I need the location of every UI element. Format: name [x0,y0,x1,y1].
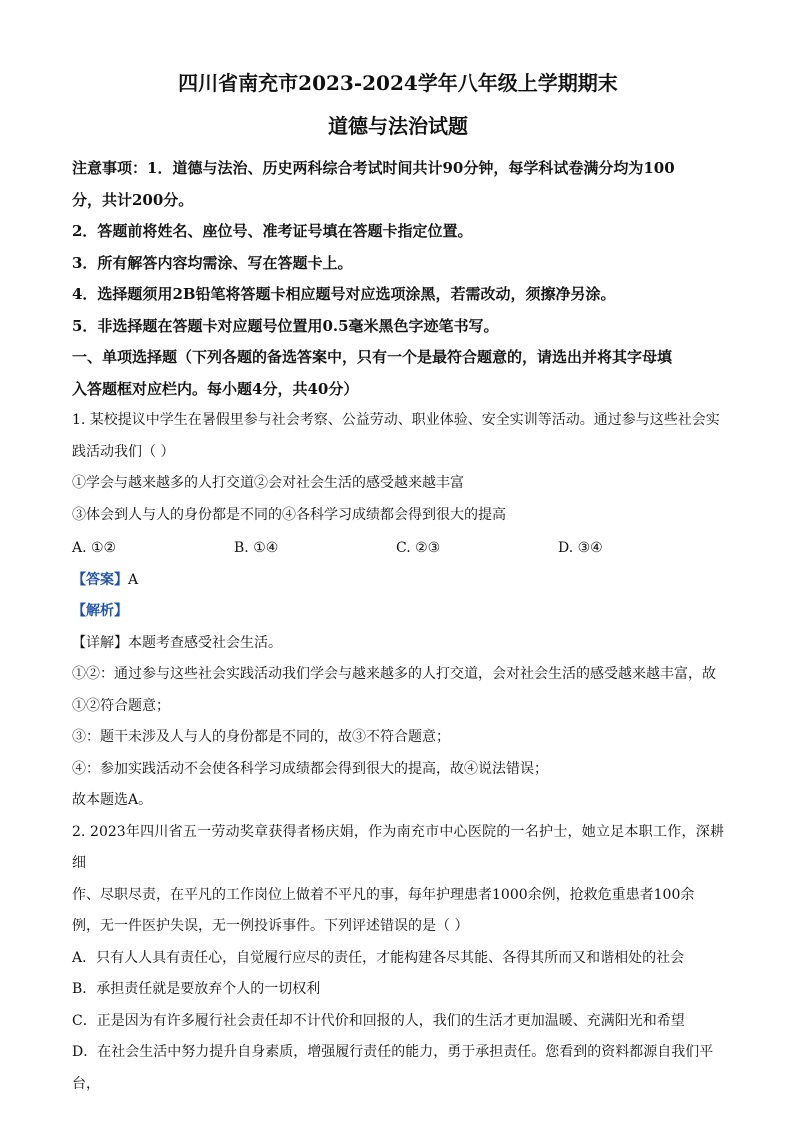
notice-block [72,153,724,342]
q2-stem-line-1: 2. 2023年四川省五一劳动奖章获得者杨庆娟，作为南充市中心医院的一名护士，她立足本职工作，深耕细 [72,823,724,871]
exam-page [72,70,724,1100]
q1-statement-1: ①学会与越来越多的人打交道②会对社会生活的感受越来越丰富 [72,475,464,491]
q1-explanation-1-line-1: ①②：通过参与这些社会实践活动我们学会与越来越多的人打交道，会对社会生活的感受越来越丰富，故 [72,666,716,682]
notice-line-1: 注意事项：1．道德与法治、历史两科综合考试时间共计90分钟，每学科试卷满分均为100 [72,159,675,177]
q1-analysis-line [72,596,724,628]
q1-option-b: B. ①④ [234,540,279,556]
section-1-heading [72,342,724,405]
q1-detail-line [72,628,724,660]
page-subtitle: 道德与法治试题 [328,114,468,138]
q1-option-d: D. ③④ [558,540,603,556]
question-1 [72,405,724,817]
notice-item-5: 5．非选择题在答题卡对应题号位置用0.5毫米黑色字迹笔书写。 [72,316,499,335]
notice-item-2: 2．答题前将姓名、座位号、准考证号填在答题卡指定位置。 [72,222,473,240]
q2-stem-line-2: 作、尽职尽责，在平凡的工作岗位上做着不平凡的事，每年护理患者1000余例，抢救危重患者100余 [72,886,695,903]
answer-tag: 【答案】 [72,571,128,588]
q1-detail: 本题考查感受社会生活。 [128,634,282,651]
q1-answer-line [72,565,724,597]
q1-option-c: C. ②③ [396,540,441,556]
q1-answer: A [128,571,139,588]
q2-option-c: C．正是因为有许多履行社会责任却不计代价和回报的人，我们的生活才更加温暖、充满阳光和希望 [72,1012,685,1029]
page-title: 四川省南充市2023-2024学年八年级上学期期末 [178,71,618,95]
analysis-tag: 【解析】 [72,603,128,619]
q1-explanation-3: ④：参加实践活动不会使各科学习成绩都会得到很大的提高，故④说法错误； [72,760,548,777]
q1-options [72,533,724,565]
notice-item-3: 3．所有解答内容均需涂、写在答题卡上。 [72,253,353,272]
section-1-line-2: 入答题框对应栏内。每小题4分，共40分） [72,379,359,398]
q2-stem-line-3: 例，无一件医护失误，无一例投诉事件。下列评述错误的是（ ） [72,918,469,934]
q1-statement-2: ③体会到人与人的身份都是不同的④各科学习成绩都会得到很大的提高 [72,506,506,523]
q1-explanation-1-line-2: ①②符合题意； [72,697,170,714]
notice-item-4: 4．选择题须用2B铅笔将答题卡相应题号对应选项涂黑，若需改动，须擦净另涂。 [72,285,616,303]
q2-option-d: D．在社会生活中努力提升自身素质，增强履行责任的能力，勇于承担责任。您看到的资料都源自我们平台， [72,1044,714,1092]
q1-conclusion: 故本题选A。 [72,792,153,808]
notice-line-2: 分，共计200分。 [72,190,194,209]
q2-option-b: B．承担责任就是要放弃个人的一切权利 [72,981,321,997]
q1-option-a: A. ①② [72,540,117,556]
q1-stem-line-2: 践活动我们（ ） [72,443,175,460]
detail-tag: 【详解】 [72,634,128,651]
q1-stem-line-1: 1. 某校提议中学生在暑假里参与社会考察、公益劳动、职业体验、安全实训等活动。通过参与这些社会实 [72,412,720,428]
section-1-line-1: 一、单项选择题（下列各题的备选答案中，只有一个是最符合题意的，请选出并将其字母填 [72,348,673,366]
q2-option-a: A．只有人人具有责任心，自觉履行应尽的责任，才能构建各尽其能、各得其所而又和谐相处的社会 [72,949,685,966]
q1-explanation-2: ③：题干未涉及人与人的身份都是不同的，故③不符合题意； [72,729,450,745]
question-2 [72,817,724,1101]
